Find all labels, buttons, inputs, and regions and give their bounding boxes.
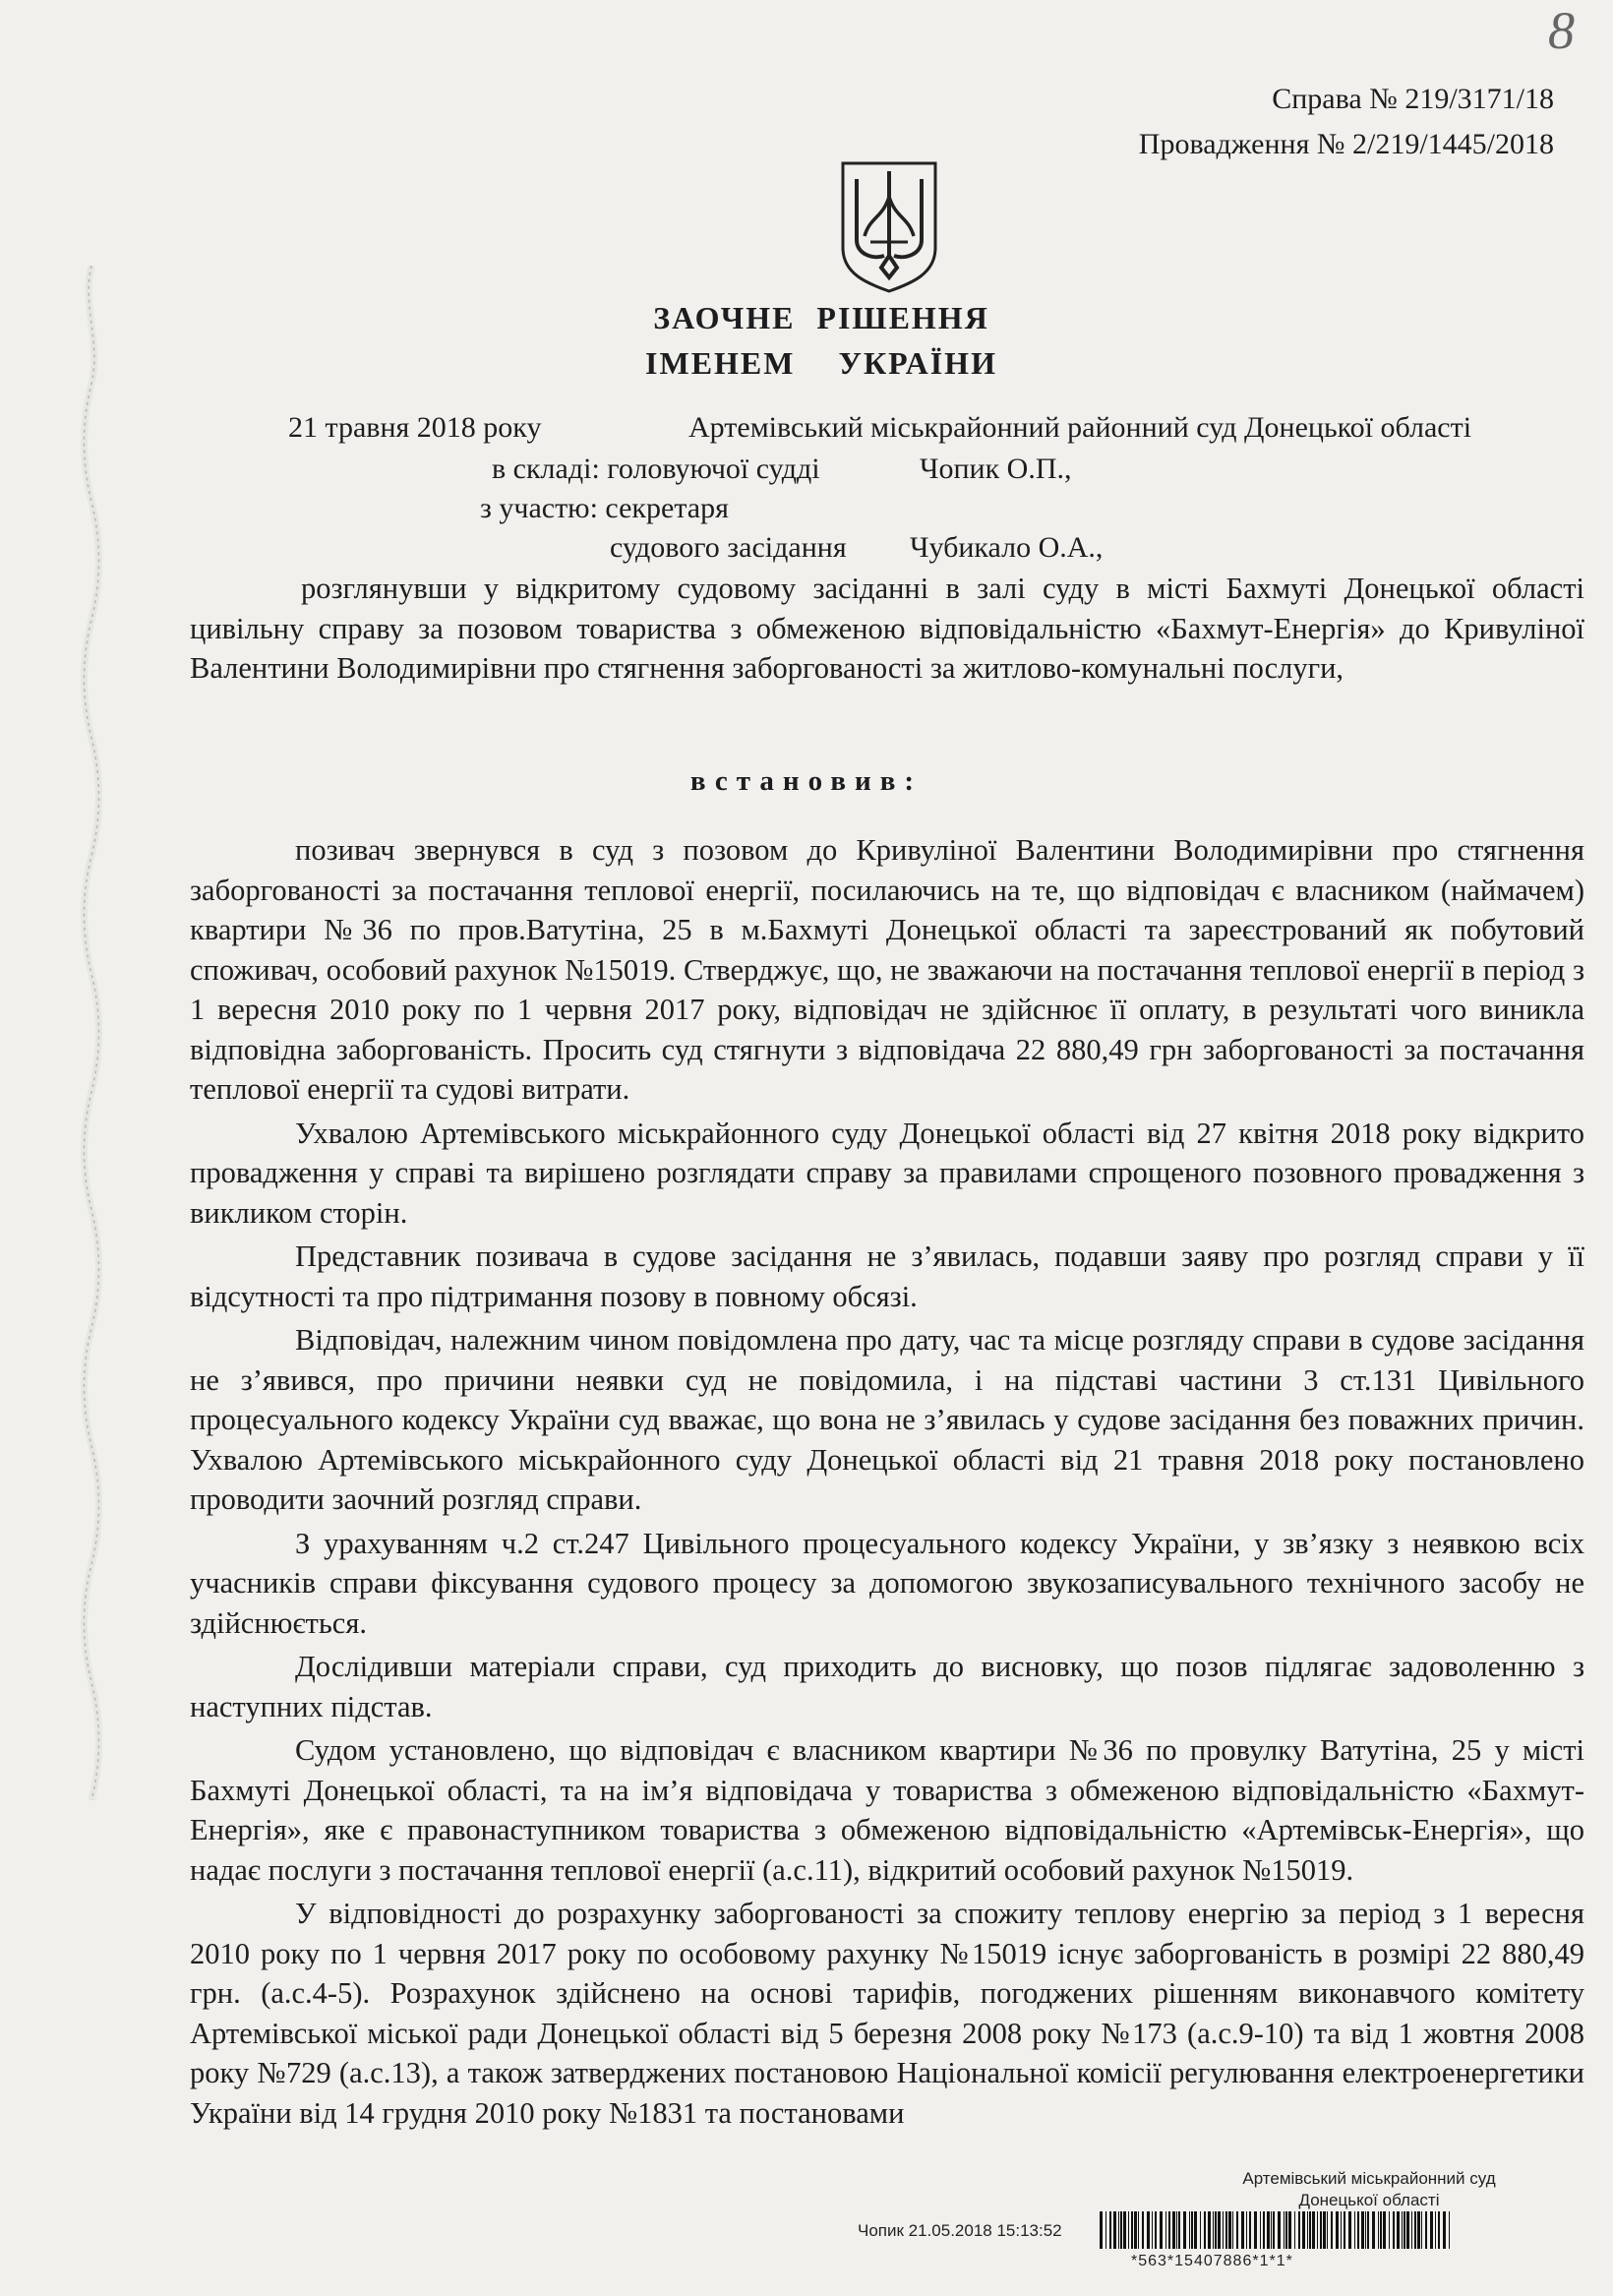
barcode-number: *563*15407886*1*1* <box>1131 2253 1293 2269</box>
paragraph: позивач звернувся в суд з позовом до Кривуліної Валентини Володимирівни про стягнення заборгованості за постачання теплової енергії, посилаючись на те, що відповідач є власником (наймачем) квартири №36 по пров.Ватутіна, 25 в м.Бахмуті Донецької області та зареєстрований як побутовий споживач, особовий рахунок №15019. Стверджує, що, не зважаючи на постачання теплової енергії в період з 1 вересня 2010 року по 1 червня 2017 року, відповідач не здійснює її оплату, в результаті чого виникла відповідна заборгованість. Просить суд стягнути з відповідача 22 880,49 грн заборгованості за постачання теплової енергії та судові витрати. <box>190 833 1584 1106</box>
page-number-mark: 8 <box>1548 1 1575 60</box>
title-word: РІШЕННЯ <box>816 300 989 335</box>
case-number: Справа № 219/3171/18 <box>1272 83 1554 115</box>
binding-thread <box>77 266 106 1800</box>
paragraph: Представник позивача в судове засідання не з’явилась, подавши заяву про розгляд справи у її відсутності та про підтримання позову в повному обсязі. <box>190 1239 1584 1313</box>
judge-name: Чопик О.П., <box>920 453 1072 485</box>
paragraph: Судом установлено, що відповідач є власником квартири №36 по провулку Ватутіна, 25 у місті Бахмуті Донецької області, та на ім’я відповідача у товариства з обмеженою відповідальністю «Бахмут-Енергія», яке є правонаступником товариства з обмеженою відповідальністю «Артемівськ-Енергія», що надає послуги з постачання теплової енергії (а.с.11), відкритий особовий рахунок №15019. <box>190 1733 1584 1887</box>
court-stamp-line: Донецької області <box>1298 2191 1440 2209</box>
proceeding-number: Провадження № 2/219/1445/2018 <box>1138 128 1554 160</box>
court-name: Артемівський міськрайонний районний суд Донецької області <box>688 411 1472 444</box>
participation-label: з участю: секретаря <box>480 492 729 524</box>
title-word: ІМЕНЕМ <box>645 345 796 381</box>
session-label: судового засідання <box>610 531 847 564</box>
court-registration-stamp <box>858 2160 1585 2288</box>
secretary-name: Чубикало О.А., <box>910 531 1104 564</box>
court-stamp-text <box>1192 2168 1546 2211</box>
paragraph: Відповідач, належним чином повідомлена про дату, час та місце розгляду справи в судове засідання не з’явився, про причини неявки суд не повідомила, і на підставі частини 3 ст.131 Цивільного процесуального кодексу України суд вважає, що вона не з’явилась у судове засідання без поважних причин. Ухвалою Артемівського міськрайонного суду Донецької області від 21 травня 2018 року постановлено проводити заочний розгляд справи. <box>190 1323 1584 1516</box>
title-word: УКРАЇНИ <box>838 345 997 381</box>
document-title <box>0 295 1613 386</box>
paragraph: Дослідивши матеріали справи, суд приходить до висновку, що позов підлягає задоволенню з наступних підстав. <box>190 1650 1584 1723</box>
signer-timestamp: Чопик 21.05.2018 15:13:52 <box>858 2221 1062 2240</box>
composition-label: в складі: головуючої судді <box>492 453 820 485</box>
paragraph: З урахуванням ч.2 ст.247 Цивільного процесуального кодексу України, у зв’язку з неявкою всіх учасників справи фіксування судового процесу за допомогою звукозаписувального технічного засобу не здійснюється. <box>190 1526 1584 1640</box>
decision-date: 21 травня 2018 року <box>288 411 542 444</box>
case-number-block <box>1139 77 1554 167</box>
established-heading: встановив: <box>689 765 924 797</box>
paragraph: У відповідності до розрахунку заборгованості за спожиту теплову енергію за період з 1 вересня 2010 року по 1 червня 2017 року по особовому рахунку №15019 існує заборгованість в розмірі 22 880,49 грн. (а.с.4-5). Розрахунок здійснено на основі тарифів, погоджених рішенням виконавчого комітету Артемівської міської ради Донецької області від 5 березня 2008 року №173 (а.с.9-10) та від 1 жовтня 2008 року №729 (а.с.13), а також затверджених постановою Національної комісії регулювання електроенергетики України від 14 грудня 2010 року №1831 та постановами <box>190 1897 1584 2130</box>
paragraph: Ухвалою Артемівського міськрайонного суду Донецької області від 27 квітня 2018 року відкрито провадження у справі та вирішено розглядати справу за правилами спрощеного позовного провадження з викликом сторін. <box>190 1116 1584 1230</box>
trident-coat-of-arms-icon <box>835 157 943 295</box>
barcode-icon <box>1100 2211 1454 2249</box>
decision-body <box>190 830 1584 2137</box>
considered-paragraph: розглянувши у відкритому судовому засіданні в залі суду в місті Бахмуті Донецької області цивільну справу за позовом товариства з обмеженою відповідальністю «Бахмут-Енергія» до Кривуліної Валентини Володимирівни про стягнення заборгованості за житлово-комунальні послуги, <box>190 572 1584 685</box>
court-stamp-line: Артемівський міськрайонний суд <box>1242 2169 1496 2188</box>
title-word: ЗАОЧНЕ <box>653 300 796 335</box>
